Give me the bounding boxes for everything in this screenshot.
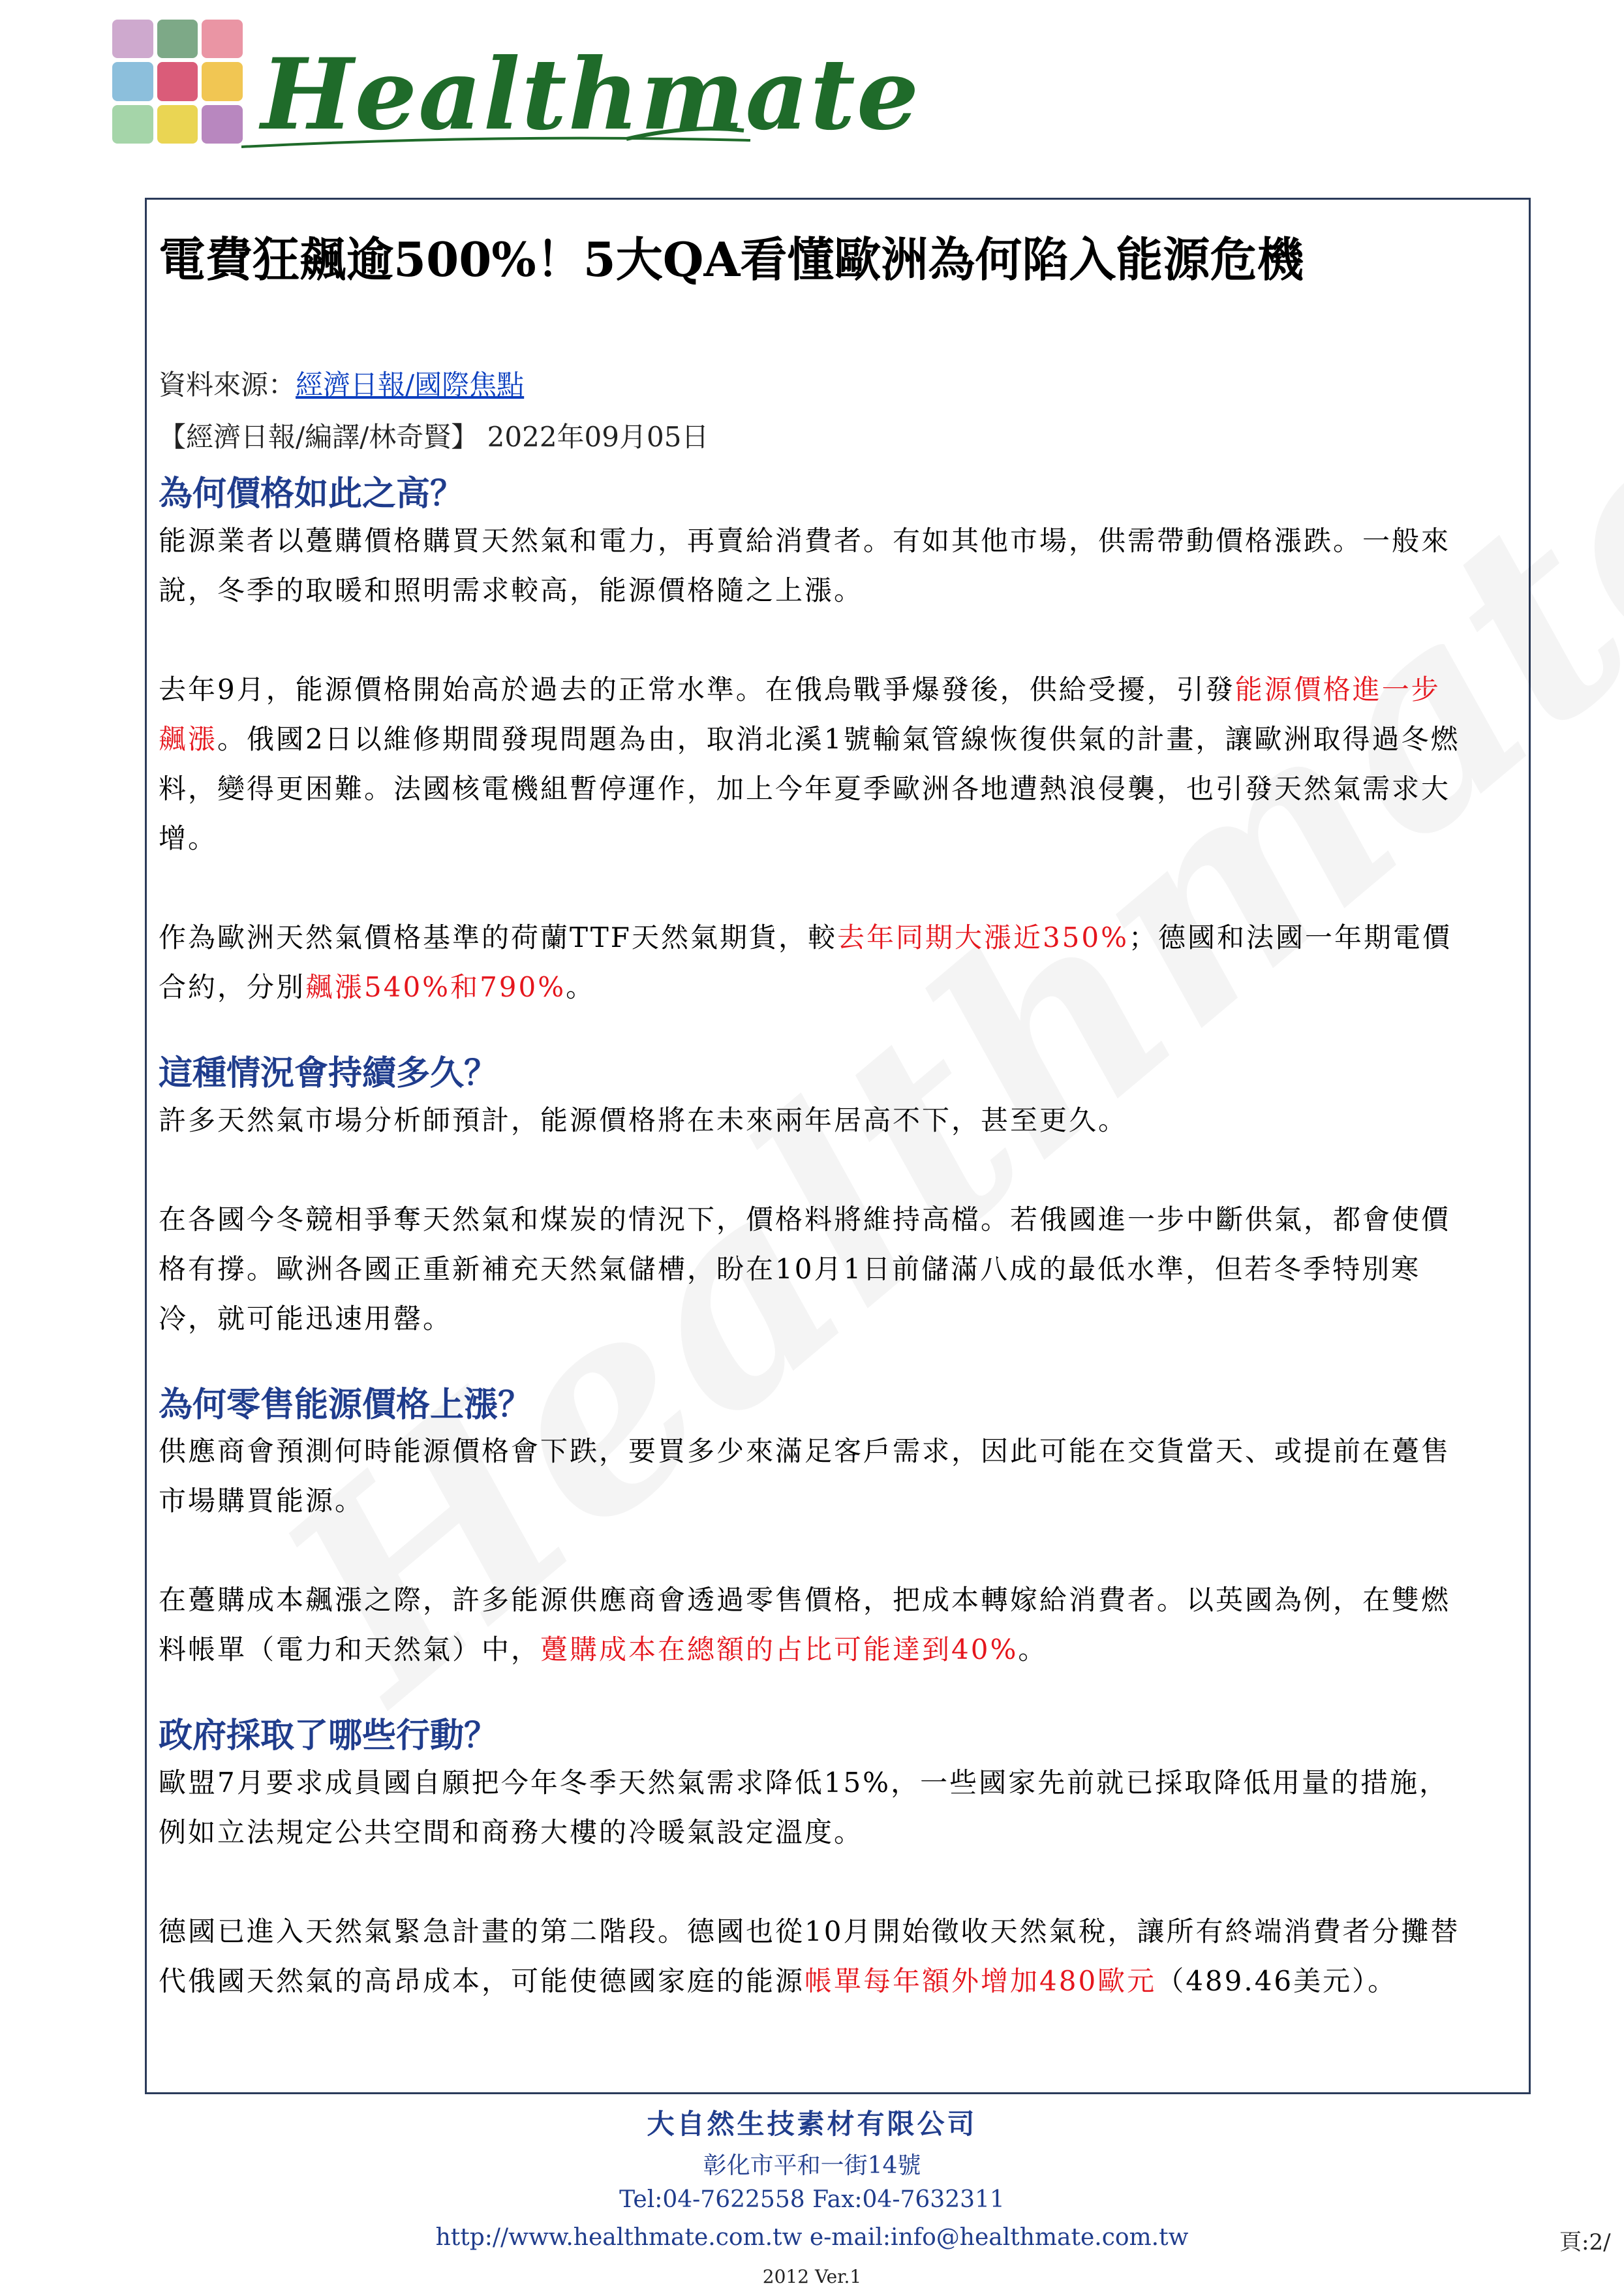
logo-tile — [157, 105, 198, 144]
highlight-text: 飆漲540%和790% — [305, 970, 566, 1003]
logo-tile — [157, 62, 198, 101]
paragraph — [159, 1575, 1463, 1675]
text-span: ；德國和法國一年期電價合約，分別 — [159, 921, 1452, 1003]
footer-version: 2012 Ver.1 — [762, 2266, 862, 2287]
section-heading: 為何價格如此之高？ — [159, 474, 465, 514]
logo-photo-tiles — [112, 20, 243, 144]
article-body — [159, 232, 1463, 2006]
page-number: 頁:2/ — [1559, 2229, 1611, 2255]
highlight-text: 躉購成本在總額的占比可能達到40% — [540, 1633, 1019, 1666]
logo-tile — [112, 62, 153, 101]
highlight-text: 去年同期大漲近350% — [836, 921, 1129, 953]
logo-swoosh-icon — [235, 121, 757, 153]
section-heading: 為何零售能源價格上漲？ — [159, 1384, 532, 1425]
highlight-text: 能源價格進一步飆漲 — [159, 673, 1441, 755]
paragraph: 能源業者以躉購價格購買天然氣和電力，再賣給消費者。有如其他市場，供需帶動價格漲跌。一般來說，冬季的取暖和照明需求較高，能源價格隨之上漲。 — [159, 524, 1451, 606]
logo-tile — [202, 62, 243, 101]
paragraph: 供應商會預測何時能源價格會下跌，要買多少來滿足客戶需求，因此可能在交貨當天、或提前在躉售市場購買能源。 — [159, 1435, 1451, 1517]
logo-tile — [202, 20, 243, 58]
section-heading: 政府採取了哪些行動？ — [159, 1716, 498, 1756]
footer-phone: Tel:04-7622558 Fax:04-7632311 — [619, 2186, 1005, 2213]
footer-company: 大自然生技素材有限公司 — [647, 2108, 977, 2140]
source-label: 資料來源： — [159, 369, 296, 401]
text-span: 在躉購成本飆漲之際，許多能源供應商會透過零售價格，把成本轉嫁給消費者。以英國為例，在雙燃料帳單（電力和天然氣）中， — [159, 1584, 1451, 1666]
logo-tile — [112, 105, 153, 144]
text-span: 。 — [1018, 1633, 1048, 1666]
logo-tile — [112, 20, 153, 58]
article-title: 電費狂飆逾500%！5大QA看懂歐洲為何陷入能源危機 — [159, 232, 1304, 287]
text-span: 德國已進入天然氣緊急計畫的第二階段。德國也從10月開始徵收天然氣稅，讓所有終端消費者分攤替代俄國天然氣的高昂成本，可能使德國家庭的能源 — [159, 1915, 1460, 1997]
footer-address: 彰化市平和一街14號 — [703, 2152, 921, 2179]
source-link[interactable]: 經濟日報/國際焦點 — [296, 369, 525, 401]
logo-tile — [157, 20, 198, 58]
footer-web: http://www.healthmate.com.tw e-mail:info@healthmate.com.tw — [435, 2224, 1189, 2251]
text-span: （489.46美元）。 — [1156, 1964, 1398, 1997]
paragraph: 許多天然氣市場分析師預計，能源價格將在未來兩年居高不下，甚至更久。 — [159, 1104, 1128, 1136]
paragraph — [159, 913, 1463, 1012]
text-span: 作為歐洲天然氣價格基準的荷蘭TTF天然氣期貨，較 — [159, 921, 837, 953]
paragraph: 在各國今冬競相爭奪天然氣和煤炭的情況下，價格料將維持高檔。若俄國進一步中斷供氣，都會使價格有撐。歐洲各國正重新補充天然氣儲槽，盼在10月1日前儲滿八成的最低水準，但若冬季特別寒冷，就可能迅速用罄。 — [159, 1203, 1451, 1335]
source-line — [159, 371, 1463, 399]
paragraph — [159, 665, 1463, 863]
text-span: 。 — [566, 970, 596, 1003]
text-span: 去年9月，能源價格開始高於過去的正常水準。在俄烏戰爭爆發後，供給受擾，引發 — [159, 673, 1235, 705]
section-heading: 這種情況會持續多久？ — [159, 1053, 498, 1093]
paragraph — [159, 1907, 1463, 2006]
byline: 【經濟日報/編譯/林奇賢】 2022年09月05日 — [159, 421, 709, 454]
highlight-text: 帳單每年額外增加480歐元 — [804, 1964, 1157, 1997]
text-span: 。俄國2日以維修期間發現問題為由，取消北溪1號輸氣管線恢復供氣的計畫，讓歐洲取得過冬燃料，變得更困難。法國核電機組暫停運作，加上今年夏季歐洲各地遭熱浪侵襲，也引發天然氣需求大增。 — [159, 722, 1460, 854]
paragraph: 歐盟7月要求成員國自願把今年冬季天然氣需求降低15%，一些國家先前就已採取降低用量的措施，例如立法規定公共空間和商務大樓的冷暖氣設定溫度。 — [159, 1766, 1449, 1848]
logo-wordmark: Healthmate — [261, 37, 921, 152]
